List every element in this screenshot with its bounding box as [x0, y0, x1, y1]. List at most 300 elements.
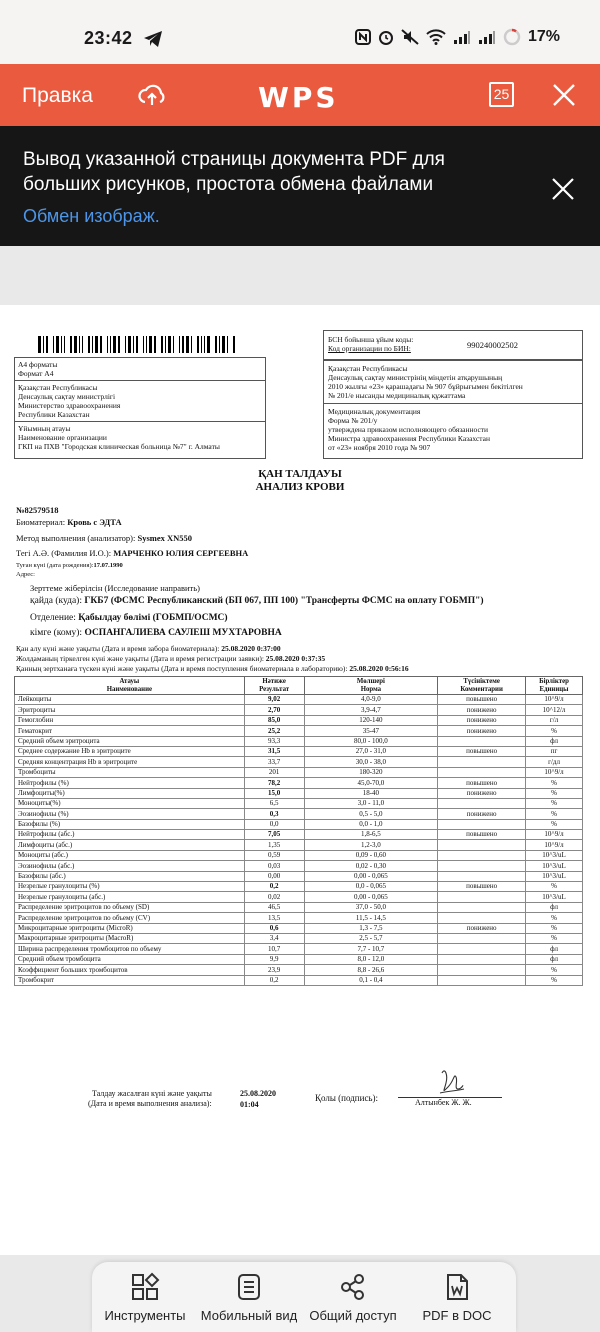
column-header-line: Результат — [259, 685, 290, 693]
alarm-icon — [378, 29, 394, 45]
signal-2-icon — [478, 29, 496, 45]
barcode-bar — [136, 336, 138, 353]
barcode — [38, 336, 263, 353]
form-box — [323, 360, 583, 459]
test-unit: 10^9/л — [526, 840, 583, 850]
table-row — [15, 830, 583, 840]
test-norm: 0,02 - 0,30 — [304, 861, 438, 871]
test-norm: 45,0-70,0 — [304, 778, 438, 788]
banner-message: Вывод указанной страницы документа PDF для больших рисунков, простота обмена файлами — [23, 149, 445, 195]
test-unit: % — [526, 809, 583, 819]
test-comment — [438, 819, 526, 829]
barcode-bar — [53, 336, 54, 353]
test-name: Базофилы (абс.) — [15, 871, 245, 881]
share-button[interactable] — [300, 1262, 406, 1332]
test-comment — [438, 933, 526, 943]
sign-label: Қолы (подпись): — [315, 1093, 379, 1103]
test-comment: понижено — [438, 715, 526, 725]
column-header — [15, 677, 245, 695]
test-norm: 0,00 - 0,065 — [304, 892, 438, 902]
barcode-bar — [128, 336, 131, 353]
tools-icon — [130, 1272, 160, 1302]
barcode-bar — [186, 336, 189, 353]
test-result: 0,2 — [244, 882, 304, 892]
method: Метод выполнения (анализатор): Sysmex XN550 — [16, 533, 193, 543]
barcode-bar — [146, 336, 147, 353]
telegram-icon — [143, 30, 163, 48]
wifi-icon — [426, 29, 446, 45]
test-unit: г/дл — [526, 757, 583, 767]
status-bar — [0, 0, 600, 64]
barcode-bar — [70, 336, 72, 353]
barcode-bar — [154, 336, 156, 353]
test-unit: % — [526, 923, 583, 933]
test-result: 0,0 — [244, 819, 304, 829]
org-box-line: Қазақстан Республикасы — [18, 383, 98, 392]
nfc-icon — [355, 29, 371, 45]
test-result: 10,7 — [244, 944, 304, 954]
test-unit: % — [526, 882, 583, 892]
test-comment — [438, 954, 526, 964]
table-row — [15, 778, 583, 788]
test-unit: 10^3/uL — [526, 871, 583, 881]
test-comment: повышено — [438, 830, 526, 840]
barcode-bar — [110, 336, 111, 353]
test-name: Моноциты(%) — [15, 798, 245, 808]
signer-name: Алтынбек Ж. Ж. — [415, 1098, 472, 1107]
test-name: Нейтрофилы (абс.) — [15, 830, 245, 840]
org-box-line: Республики Казахстан — [18, 410, 90, 419]
test-unit: 10^3/uL — [526, 850, 583, 860]
table-row — [15, 871, 583, 881]
test-name: Базофилы (%) — [15, 819, 245, 829]
test-result: 0,59 — [244, 850, 304, 860]
test-unit: 10^3/uL — [526, 861, 583, 871]
barcode-bar — [133, 336, 134, 353]
barcode-bar — [74, 336, 77, 353]
barcode-bar — [107, 336, 108, 353]
pdf-to-doc-icon — [442, 1272, 472, 1302]
column-header-line: Мөлшері — [356, 678, 385, 685]
test-name: Незрелые гранулоциты (%) — [15, 882, 245, 892]
signal-icon — [453, 29, 471, 45]
test-norm: 120-140 — [304, 715, 438, 725]
table-row — [15, 975, 583, 985]
barcode-bar — [182, 336, 184, 353]
test-norm: 0,00 - 0,065 — [304, 871, 438, 881]
column-header-line: Нәтиже — [262, 678, 286, 685]
mute-icon — [401, 29, 419, 45]
test-result: 93,3 — [244, 736, 304, 746]
test-result: 78,2 — [244, 778, 304, 788]
cloud-upload-icon[interactable] — [137, 80, 167, 110]
test-comment: повышено — [438, 778, 526, 788]
status-icons — [355, 28, 560, 46]
test-norm: 1,8-6,5 — [304, 830, 438, 840]
table-row — [15, 923, 583, 933]
test-name: Лимфоциты (абс.) — [15, 840, 245, 850]
done-date: 25.08.2020 — [240, 1089, 276, 1098]
whom: кімге (кому): ОСПАНГАЛИЕВА САУЛЕШ МУХТАРОВНА — [30, 628, 282, 638]
test-result: 15,0 — [244, 788, 304, 798]
test-name: Среднее содержание Hb в эритроците — [15, 746, 245, 756]
column-header-line: Единицы — [539, 685, 569, 693]
test-unit: пг — [526, 746, 583, 756]
form-box-line: утверждена приказом исполняющего обязанности — [328, 425, 489, 434]
test-norm: 8,0 - 12,0 — [304, 954, 438, 964]
bin-value: 990240002502 — [467, 340, 518, 350]
column-header-line: Түсініктеме — [463, 678, 500, 685]
table-row — [15, 767, 583, 777]
test-norm: 35-47 — [304, 726, 438, 736]
tools-button[interactable] — [92, 1262, 198, 1332]
test-unit: % — [526, 965, 583, 975]
test-comment — [438, 736, 526, 746]
barcode-bar — [165, 336, 166, 353]
test-name: Гемоглобин — [15, 715, 245, 725]
test-unit: 10^9/л — [526, 695, 583, 705]
test-name: Лимфоциты(%) — [15, 788, 245, 798]
test-result: 201 — [244, 767, 304, 777]
bin-box — [323, 330, 583, 360]
barcode-bar — [38, 336, 41, 353]
org-box-section — [15, 358, 265, 381]
test-comment — [438, 892, 526, 902]
barcode-bar — [82, 336, 83, 353]
bin-label: БСН бойынша ұйым коды: — [328, 335, 414, 344]
wps-logo: WPS — [258, 81, 339, 114]
barcode-bar — [191, 336, 192, 353]
test-comment — [438, 975, 526, 985]
table-row — [15, 882, 583, 892]
table-row — [15, 840, 583, 850]
test-name: Средний объем тромбоцита — [15, 954, 245, 964]
barcode-bar — [113, 336, 116, 353]
barcode-bar — [92, 336, 93, 353]
form-box-line: Қазақстан Республикасы — [328, 364, 408, 373]
org-box-line: Формат А4 — [18, 369, 54, 378]
test-result: 46,5 — [244, 902, 304, 912]
table-row — [15, 798, 583, 808]
column-header-line: Атауы — [119, 678, 140, 685]
share-icon — [338, 1272, 368, 1302]
form-box-line: Форма № 201/у — [328, 416, 378, 425]
test-comment: повышено — [438, 695, 526, 705]
test-unit: фл — [526, 954, 583, 964]
test-norm: 2,5 - 5,7 — [304, 933, 438, 943]
test-norm: 1,3 - 7,5 — [304, 923, 438, 933]
battery-icon — [503, 28, 521, 46]
biomaterial: Биоматериал: Кровь с ЭДТА — [16, 517, 122, 527]
table-row — [15, 861, 583, 871]
barcode-bar — [179, 336, 180, 353]
test-unit: % — [526, 819, 583, 829]
test-unit: 10^12/л — [526, 705, 583, 715]
test-norm: 3,0 - 11,0 — [304, 798, 438, 808]
barcode-bar — [233, 336, 235, 353]
test-comment: понижено — [438, 705, 526, 715]
test-name: Лейкоциты — [15, 695, 245, 705]
test-comment — [438, 944, 526, 954]
org-box-line: Денсаулық сақтау министрлігі — [18, 392, 116, 401]
barcode-bar — [207, 336, 210, 353]
doc-title — [0, 468, 600, 494]
org-box-line: Ұйымның атауы — [18, 424, 71, 433]
test-unit: фл — [526, 736, 583, 746]
close-icon[interactable] — [549, 80, 579, 110]
test-norm: 0,09 - 0,60 — [304, 850, 438, 860]
tools-label: Инструменты — [104, 1308, 186, 1323]
test-result: 85,0 — [244, 715, 304, 725]
column-header — [526, 677, 583, 695]
table-row — [15, 850, 583, 860]
test-result: 33,7 — [244, 757, 304, 767]
barcode-bar — [222, 336, 225, 353]
table-row — [15, 736, 583, 746]
test-name: Гематокрит — [15, 726, 245, 736]
test-name: Нейтрофилы (%) — [15, 778, 245, 788]
banner-close-icon[interactable] — [549, 175, 577, 203]
barcode-bar — [56, 336, 59, 353]
barcode-bar — [43, 336, 44, 353]
form-box-line: Денсаулық сақтау министрінің міндетін атқарушының — [328, 373, 503, 382]
table-row — [15, 944, 583, 954]
column-header — [244, 677, 304, 695]
table-row — [15, 965, 583, 975]
test-comment: понижено — [438, 726, 526, 736]
test-name: Коэффициент больших тромбоцитов — [15, 965, 245, 975]
test-unit: 10^3/uL — [526, 892, 583, 902]
test-comment: понижено — [438, 923, 526, 933]
test-norm: 0,1 - 0,4 — [304, 975, 438, 985]
test-comment — [438, 965, 526, 975]
barcode-bar — [197, 336, 199, 353]
analysis-number: №82579518 — [16, 505, 59, 515]
test-name: Тромбоциты — [15, 767, 245, 777]
test-norm: 37,0 - 50,0 — [304, 902, 438, 912]
test-norm: 7,7 - 10,7 — [304, 944, 438, 954]
test-comment — [438, 902, 526, 912]
test-result: 13,5 — [244, 913, 304, 923]
test-result: 0,2 — [244, 975, 304, 985]
test-unit: % — [526, 778, 583, 788]
promo-banner — [0, 126, 600, 246]
barcode-bar — [46, 336, 48, 353]
test-comment — [438, 861, 526, 871]
test-norm: 30,0 - 38,0 — [304, 757, 438, 767]
test-norm: 18-40 — [304, 788, 438, 798]
barcode-bar — [161, 336, 163, 353]
test-unit: % — [526, 726, 583, 736]
test-unit: 10^9/л — [526, 830, 583, 840]
test-norm: 0,0 - 1,0 — [304, 819, 438, 829]
patient-name: Тегі А.Ә. (Фамилия И.О.): МАРЧЕНКО ЮЛИЯ СЕРГЕЕВНА — [16, 548, 249, 558]
test-result: 2,70 — [244, 705, 304, 715]
test-name: Эозинофилы (абс.) — [15, 861, 245, 871]
test-name: Эритроциты — [15, 705, 245, 715]
column-header-line: Бірліктер — [539, 678, 569, 685]
date-registered: Жолдаманың тіркелген күні және уақыты (Дата и время регистрации заявки): 25.08.2020 0:37:35 — [16, 654, 326, 663]
mobile-view-button[interactable] — [196, 1262, 302, 1332]
org-box-line: А4 форматы — [18, 360, 58, 369]
title-kz: ҚАН ТАЛДАУЫ — [258, 468, 342, 480]
test-name: Средний объем эритроцита — [15, 736, 245, 746]
test-comment — [438, 798, 526, 808]
table-row — [15, 788, 583, 798]
barcode-bar — [201, 336, 202, 353]
test-result: 23,9 — [244, 965, 304, 975]
form-box-line: № 201/е нысанды медициналық құжаттама — [328, 391, 466, 400]
barcode-bar — [118, 336, 120, 353]
edit-button[interactable]: Правка — [22, 84, 93, 107]
test-unit: фл — [526, 902, 583, 912]
test-norm: 1,2-3,0 — [304, 840, 438, 850]
done-time: 01:04 — [240, 1100, 259, 1109]
table-row — [15, 902, 583, 912]
barcode-bar — [215, 336, 217, 353]
test-unit: фл — [526, 944, 583, 954]
done-label-kz: Талдау жасалған күні және уақыты — [92, 1089, 212, 1098]
address: Адрес: — [16, 571, 35, 578]
test-result: 0,6 — [244, 923, 304, 933]
where: қайда (куда): ГКБ7 (ФСМС Республиканский (БП 067, ПП 100) "Трансферты ФСМС на оплату ГОБМП") — [30, 596, 484, 606]
test-result: 6,5 — [244, 798, 304, 808]
barcode-bar — [88, 336, 90, 353]
app-bar — [0, 64, 600, 126]
test-unit: % — [526, 788, 583, 798]
test-result: 31,5 — [244, 746, 304, 756]
test-name: Микроцитарные эритроциты (MicroR) — [15, 923, 245, 933]
test-unit: % — [526, 933, 583, 943]
test-name: Моноциты (абс.) — [15, 850, 245, 860]
test-norm: 0,5 - 5,0 — [304, 809, 438, 819]
signature-icon — [436, 1065, 466, 1099]
org-box — [14, 357, 266, 459]
form-box-section — [324, 361, 582, 404]
test-result: 1,35 — [244, 840, 304, 850]
test-comment — [438, 913, 526, 923]
form-box-line: Министра здравоохранения Республики Казахстан — [328, 434, 491, 443]
pdf-to-doc-button[interactable] — [404, 1262, 510, 1332]
barcode-bar — [204, 336, 205, 353]
test-comment — [438, 850, 526, 860]
test-comment — [438, 840, 526, 850]
test-norm: 11,5 - 14,5 — [304, 913, 438, 923]
status-time: 23:42 — [84, 28, 133, 48]
battery-level: 17% — [527, 28, 560, 45]
column-header — [438, 677, 526, 695]
table-row — [15, 954, 583, 964]
form-box-line: 2010 жылғы «23» қарашадағы № 907 бұйрығымен бекітілген — [328, 382, 523, 391]
test-unit: % — [526, 798, 583, 808]
table-row — [15, 933, 583, 943]
done-label-ru: (Дата и время выполнения анализа): — [88, 1099, 212, 1108]
test-comment: понижено — [438, 788, 526, 798]
barcode-bar — [64, 336, 65, 353]
date-received: Қанның зертханаға түскен күні және уақыты (Дата и время поступления биоматериала в лабораторию): 25.08.2020 0:56:16 — [16, 664, 409, 673]
test-result: 9,02 — [244, 695, 304, 705]
test-name: Эозинофилы (%) — [15, 809, 245, 819]
department: Отделение: Қабылдау бөлімі (ГОБМП/ОСМС) — [30, 613, 228, 623]
test-comment — [438, 871, 526, 881]
table-row — [15, 913, 583, 923]
test-norm: 3,9-4,7 — [304, 705, 438, 715]
test-name: Средняя концентрация Hb в эритроците — [15, 757, 245, 767]
test-result: 3,4 — [244, 933, 304, 943]
test-name: Ширина распределения тромбоцитов по объему — [15, 944, 245, 954]
pdf-page[interactable] — [0, 305, 600, 1255]
share-label: Общий доступ — [309, 1308, 397, 1323]
table-row — [15, 726, 583, 736]
barcode-bar — [227, 336, 228, 353]
barcode-bar — [61, 336, 62, 353]
date-collected: Қан алу күні және уақыты (Дата и время забора биоматериала): 25.08.2020 0:37:00 — [16, 644, 281, 653]
barcode-bar — [168, 336, 171, 353]
test-name: Распределение эритроцитов по объему (SD) — [15, 902, 245, 912]
test-unit: % — [526, 913, 583, 923]
column-header-line: Норма — [360, 685, 382, 693]
mobile-view-label: Мобильный вид — [200, 1308, 298, 1323]
mobile-view-icon — [234, 1272, 264, 1302]
barcode-bar — [100, 336, 102, 353]
test-norm: 27,0 - 31,0 — [304, 746, 438, 756]
test-norm: 4,0-9,0 — [304, 695, 438, 705]
banner-link[interactable]: Обмен изображ. — [23, 206, 160, 226]
table-row — [15, 757, 583, 767]
results-table — [14, 676, 583, 986]
pages-button[interactable]: 25 — [489, 82, 514, 107]
test-norm: 180-320 — [304, 767, 438, 777]
barcode-bar — [149, 336, 152, 353]
test-unit: % — [526, 975, 583, 985]
form-box-section — [324, 404, 582, 455]
test-result: 9,9 — [244, 954, 304, 964]
test-result: 0,00 — [244, 871, 304, 881]
birth-date: Туған күні (дата рождения):17.07.1990 — [16, 562, 123, 569]
test-unit: 10^9/л — [526, 767, 583, 777]
column-header — [304, 677, 438, 695]
table-row — [15, 819, 583, 829]
test-unit: г/л — [526, 715, 583, 725]
test-result: 0,02 — [244, 892, 304, 902]
test-name: Незрелые гранулоциты (абс.) — [15, 892, 245, 902]
test-result: 0,03 — [244, 861, 304, 871]
test-name: Распределение эритроцитов по объему (CV) — [15, 913, 245, 923]
barcode-bar — [173, 336, 174, 353]
org-box-line: ГКП на ПХВ "Городская клиническая больница №7" г. Алматы — [18, 442, 220, 451]
barcode-bar — [143, 336, 144, 353]
test-name: Макроцитарные эритроциты (MacroR) — [15, 933, 245, 943]
table-row — [15, 892, 583, 902]
table-row — [15, 809, 583, 819]
test-comment: повышено — [438, 882, 526, 892]
table-header-row — [15, 677, 583, 695]
bottom-toolbar — [92, 1262, 516, 1332]
org-box-line: Министерство здравоохранения — [18, 401, 121, 410]
form-box-line: от «23» ноября 2010 года № 907 — [328, 443, 431, 452]
test-result: 7,05 — [244, 830, 304, 840]
pdf-to-doc-label: PDF в DOC — [422, 1308, 492, 1323]
test-comment: повышено — [438, 746, 526, 756]
barcode-bar — [79, 336, 80, 353]
test-comment — [438, 757, 526, 767]
bin-label-ru: Код организации по БИН: — [328, 344, 411, 353]
test-name: Тромбокрит — [15, 975, 245, 985]
table-row — [15, 695, 583, 705]
column-header-line: Комментарии — [460, 685, 503, 693]
barcode-bar — [219, 336, 220, 353]
test-result: 25,2 — [244, 726, 304, 736]
